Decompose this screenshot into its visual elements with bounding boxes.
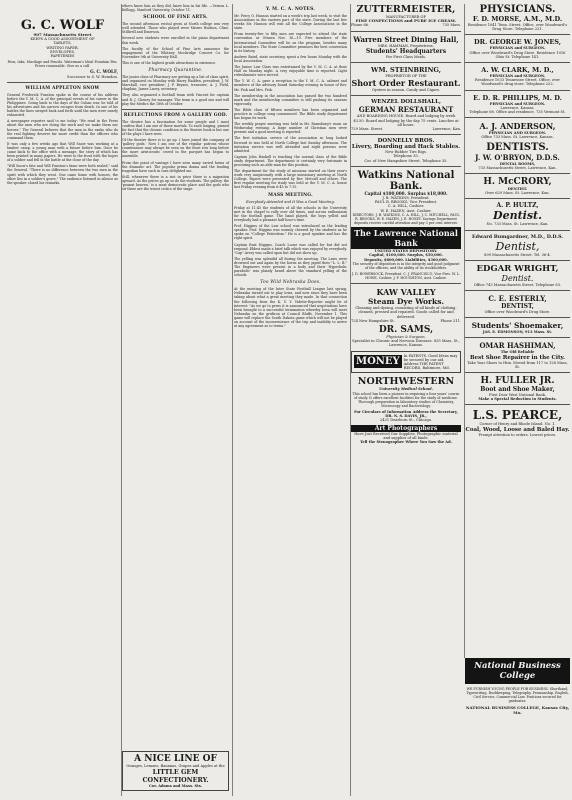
- kaw-valley-body: Cleaning and dyeing, consisting of all kinds of clothing, cleaned, pressed and repaired. Goods called for and delivered.: [355, 306, 457, 319]
- ymca-paragraph: The department for the study of missions started on their year's work very auspiciously with a large missionary meeting at North College. Papers were presented by Rev. Metcalf and others. The first regular meeting for study was held at the Y. M. C. A. house last Friday evening from 6:45 to 7:15.: [234, 169, 347, 190]
- bumgardner-subtitle: Dentist,: [495, 239, 540, 253]
- mccrory-body: Over 629 Mass. St. Lawrence, Kan.: [485, 191, 550, 196]
- column-3: [231, 4, 351, 796]
- article-title: WILLIAM APPLETON SNOW: [25, 85, 100, 91]
- article-paragraph: "Will Snow's fate and Will Funston's fame were both sealed," said the General. "There is no difference between the two men in the spirit with which they went. One came home with honors, the other lies in a soldier's grave." The audience listened in silence as the speaker closed his remarks.: [7, 164, 118, 185]
- divider: [465, 290, 570, 291]
- steinbring-title: Short Order Restaurant.: [351, 78, 461, 89]
- ymca-paragraph: Andrew Baird, state secretary, spent a few hours Monday with the local Association.: [234, 54, 347, 63]
- divider: [465, 404, 570, 405]
- wenzel-title: GERMAN RESTAURANT: [358, 105, 454, 115]
- northwestern-body: This school has been a pioneer in requiring a four years' course of study. It offers excellent facilities for the study of medicine. Thorough preparation in laboratory studies of Chemistry, Microscopy and Bacteriology.: [352, 391, 460, 408]
- northwestern-note: For Circulars of Information Address the Secretary,: [354, 409, 458, 414]
- divider: [465, 34, 570, 35]
- wright-subtitle: Dentist.: [501, 273, 534, 283]
- divider: [465, 317, 570, 318]
- steinbring-note: Oysters in season. Candy and Cigars.: [371, 88, 441, 93]
- reflections-heading: REFLECTIONS FROM A GALLERY GOD.: [123, 112, 228, 118]
- ymca-paragraph: From twenty-five to fifty men are expected to attend the state convention at Ottawa Nov. 16—19. Five members of the International Committee will be on the program, besides many local members. The State Committee promises the best convention in its history.: [234, 32, 347, 53]
- nebraska-heading: Too Wild Nebraska Does.: [260, 280, 321, 286]
- wolf-signature-2: Successor to S. W. Hemdon.: [67, 74, 118, 79]
- watkins-capital: Capital $100,000. Surplus $18,000.: [364, 190, 448, 196]
- morse-name: F. D. MORSE, A.M., M.D.: [472, 15, 563, 23]
- sams-name: DR. SAMS,: [378, 324, 434, 335]
- nbc-footer: NATIONAL BUSINESS COLLEGE, Kansas City, Mo.: [465, 705, 570, 715]
- school-paragraph: The faculty of the School of Fine Arts announce the engagement of the Whitney Mockridge Concert Co. for November 9th at University Hall.: [122, 46, 229, 59]
- column-1: [4, 4, 122, 796]
- nice-line-body: Oranges, Lemons, Bananas, Grapes and Apples at the: [126, 763, 225, 768]
- zutter-address: 735 Mass.: [442, 23, 461, 28]
- northwestern-subtitle: University Medical School.: [379, 387, 433, 392]
- column-4: [348, 4, 465, 796]
- mass-meeting-paragraph: Prof. Higgins of the Law school was introduced as the leading speaker. Prof. Higgins was warmly cheered by the students as he spoke on "College Patriotism." He is a good speaker and has the right spirit.: [234, 224, 347, 241]
- sams-subtitle: Physician & Surgeon,: [386, 334, 426, 339]
- wolf-line-4: ENVELOPES,: [50, 49, 75, 54]
- mass-meeting-subhead: Everybody Attended and It Was a Good Meeting.: [246, 199, 335, 204]
- reflections-paragraph: Of the theatre there is to go up. I have joined the company of 'gallery gods.' Now I am one of the regular patrons whose countenance may always be seen on the front row long before the more aristocratic crowd in the parquet has begun to assemble.: [122, 138, 229, 159]
- divider: [465, 198, 570, 199]
- donnelly-phone: Telephone 35.: [393, 154, 419, 159]
- ymca-paragraph: The first initiation service of the association so long looked forward to was held at North College last Sunday afternoon. The initiation service was well attended and eight persons were admitted.: [234, 136, 347, 153]
- divider: [465, 230, 570, 231]
- money-body: In PATENTS. Good Ideas may be secured by our aid. Address THE PATENT RECORD, Baltimore, Md.: [403, 353, 458, 371]
- zutter-products: FINE CONFECTIONS and PURE ICE CREAM.: [355, 18, 457, 24]
- phillips-address: Lawrence, Kansas.: [500, 105, 535, 110]
- donnelly-title: Livery, Boarding and Hack Stables.: [351, 144, 461, 151]
- shoemaker-title: Students' Shoemaker,: [471, 321, 564, 331]
- zutter-contact: [351, 23, 461, 27]
- omar-body: Take Your Shoes to Him. Moved from 117 to 128 Mass. St.: [467, 360, 568, 369]
- clark-subtitle: PHYSICIAN and SURGEON.: [489, 74, 546, 79]
- football-paragraph: They also organized a football team with Vincent for captain and R. J. Cheney for manager. The team is a good one and will play the Medics the 18th of October.: [122, 93, 229, 106]
- obryon-body: 735 Massachusetts Street, Lawrence, Kan.: [478, 165, 557, 170]
- ymca-paragraph: Captain John Haskell is teaching the normal class of the Bible study department. The department is certainly very fortunate in procuring such an able man for this position.: [234, 154, 347, 167]
- zutter-phone: Phone 66.: [351, 23, 370, 28]
- anderson-name: A. J. ANDERSON,: [479, 121, 556, 132]
- school-heading: SCHOOL OF FINE ARTS.: [143, 15, 208, 21]
- watkins-officer: W. E. HAZEN, Asst. Cashier.: [380, 208, 432, 213]
- esterly-name: C. E. ESTERLY,: [488, 294, 547, 304]
- northwestern-title: NORTHWESTERN: [357, 376, 455, 388]
- donnelly-note: New Rubber Tire Rigs.: [385, 150, 427, 155]
- donnelly-name: DONNELLY BROS.: [377, 138, 435, 145]
- school-paragraph: The second afternoon recital given at North college was very well attended. Those who played were Misses Hudson, Cline, Stillwell and Emerson.: [122, 22, 229, 35]
- kaw-valley-address: 724 New Hampshire St.: [351, 318, 395, 323]
- wright-name: EDGAR WRIGHT,: [476, 263, 559, 274]
- zutter-name: ZUTTERMEISTER,: [356, 4, 456, 15]
- article-paragraph: A newspaper reporter said to me today: "We read in the Press about the men who are doing the work and we make them our heroes." The General believes that the men in the ranks who do the real fighting deserve far more credit than the officers who command them.: [7, 119, 118, 140]
- watkins-officer: J. B. WATKINS, President.: [382, 196, 430, 201]
- divider: [351, 62, 461, 63]
- northwestern-address: 2431 Dearborn St., Chicago.: [379, 418, 433, 423]
- morse-body: Residence 1041 Tenn. Street. Office, over Woodward's Drug Store. Telephone 221.: [467, 23, 568, 32]
- fuller-note: Make a Special Reduction to Students.: [478, 397, 557, 402]
- divider: [351, 283, 461, 284]
- wolf-name: G. C. WOLF: [20, 18, 105, 33]
- lawrence-bank-subtitle: UNITED STATES DEPOSITORY.: [374, 249, 438, 254]
- mccrory-subtitle: DENTIST.: [507, 187, 528, 192]
- jones-subtitle: PHYSICIAN and SURGEON.: [489, 46, 546, 51]
- wenzel-address: 729 Mass. Street,: [351, 127, 384, 132]
- wenzel-body: AND BOARDING HOUSE. Board and lodging by week $3.50. Board and lodging by the day 75 cents. Lunches at all hours.: [353, 114, 459, 127]
- divider: [465, 337, 570, 338]
- wenzel-city: Lawrence, Kan.: [432, 127, 461, 132]
- lead-text: others know him as they did, knew him in his life. —Vernon L. Kellogg, Stanford University, October 11.: [122, 4, 229, 13]
- hultz-body: No. 733 Mass. St. Lawrence, Kan.: [486, 222, 549, 227]
- article-paragraph: It was only a few weeks ago that Will Snow was working at a lumber camp, a young man with a future before him. Once he came back to the office with a message, the story of which has been printed in many papers. He went to the front with the hopes of a soldier and fell in the battle at the close of the day.: [7, 141, 118, 163]
- divider: [351, 166, 461, 167]
- esterly-body: Office over Woodward's Drug Store.: [484, 310, 551, 315]
- phillips-subtitle: PHYSICIAN and SURGEON.: [489, 101, 546, 106]
- physicians-title: PHYSICIANS.: [479, 4, 556, 15]
- nice-line-store: LITTLE GEM CONFECTIONERY.: [142, 767, 209, 784]
- fuller-body: First Door West National Bank.: [488, 393, 547, 398]
- lawrence-bank-officers: J. D. BOWERSOCK, President. C. J. FRANCISCO, Vice Pres. W. L. HOWE, Cashier. J. F. HOUGHTON, Asst. Cashier.: [351, 271, 461, 281]
- reflections-paragraph: Still, whenever there is a riot in price there is a migration upward. As the prices go up so do the students. The gallery, the 'peanut heaven,' is a most democratic place and the gods who sit there are the truest critics of the stage.: [122, 174, 229, 192]
- column-2: [119, 4, 233, 796]
- divider: [465, 260, 570, 261]
- pearce-name: L.S. PEARCE,: [472, 408, 563, 423]
- divider: [7, 82, 118, 83]
- warren-note: For First Class Meals.: [385, 54, 427, 59]
- warren-name: Warren Street Dining Hall,: [353, 34, 459, 44]
- ymca-paragraph: The Y. W. C. A. gave a reception to the Y. M. C. A. cabinet and members of the advisory board Saturday evening in honor of Rev. Mr. Fisk and Mrs. Fisk.: [234, 79, 347, 92]
- bumgardner-body: 809 Massachusetts Street. Tel. 36-4.: [484, 252, 551, 257]
- money-title: MONEY: [356, 356, 400, 368]
- lawrence-bank-deposits: Deposits, $800,000. Liabilities, $300,000.: [364, 257, 448, 262]
- zutter-subtitle: MANUFACTURER OF: [385, 15, 427, 19]
- dentists-title: DENTISTS.: [486, 141, 549, 153]
- mass-meeting-paragraph: Friday at 11:45 the students of all the schools in the University met in the chapel to rally over old times, and across enthusiasm for the football game. The band played, the boys yelled and everybody had a pleasant half hour's time.: [234, 205, 347, 223]
- divider: [351, 95, 461, 96]
- pearce-title: Coal, Wood, Loose and Baled Hay.: [465, 426, 570, 433]
- stenographer-note: Tell the Stenographer Where You Saw the Ad.: [360, 439, 452, 444]
- fuller-name: H. FULLER JR.: [480, 376, 555, 387]
- wolf-line-5: PAPETERIES: [50, 54, 75, 59]
- northwestern-doctor: DR. N. S. DAVIS, JR.,: [385, 414, 427, 419]
- obryon-name: J. W. O'BRYON, D.D.S.: [475, 152, 560, 162]
- mass-meeting-paragraph: Captain Rust Higgins, Coach Loose was called for but did not respond. Eldest made a brief talk which was enjoyed by everybody. "Cap" Avery was called upon but did not show up.: [234, 242, 347, 255]
- watkins-officer: PAUL R. BROOKS, Vice President.: [374, 200, 438, 205]
- jones-body: Office over Woodward's Drug Store. Residence 1016 Ohio St. Telephone 141.: [469, 50, 566, 59]
- school-paragraph: Several new students were enrolled in the piano department this week.: [122, 36, 229, 45]
- lawrence-bank-title: The Lawrence National Bank: [351, 227, 461, 249]
- ymca-heading: Y. M. C. A. NOTES.: [265, 7, 316, 12]
- jones-name: DR. GEORGE W. JONES,: [473, 38, 562, 47]
- wolf-signature: G. C. WOLF,: [90, 69, 118, 75]
- ymca-paragraph: The Junior Law Class was entertained by the Y. M. C. A. at their Hall on Monday night. A very enjoyable time is reported. Light refreshments were served.: [234, 65, 347, 78]
- divider: [465, 117, 570, 118]
- pearce-note: Prompt attention to orders. Lowest prices.: [478, 432, 557, 437]
- mass-meeting-paragraph: The yelling was splendid all during the meeting. The Laws were drowned out and again by the horns as they piped their "L. L. B." The Engineers were present in a body and their 'Hyperbolic parabolic' was plainly heard above the standard yelling of the schools.: [234, 256, 347, 278]
- shoemaker-address: JAS. E. EDMONSON, 913 Mass. St.: [482, 330, 553, 335]
- divider: [351, 134, 461, 135]
- reflections-paragraph: From this point of vantage I have seen many varied forms of the dramatic art. The popular prima donna and the leading tragedian have each in turn delighted me.: [122, 160, 229, 173]
- nice-line-address: Cor. Adams and Mass. Sts.: [148, 783, 203, 788]
- divider: [465, 62, 570, 63]
- wolf-address: 907 Massachusetts Street: [33, 32, 92, 37]
- kaw-valley-title: KAW VALLEY: [376, 287, 436, 298]
- hultz-name: A. P. HULTZ,: [496, 202, 539, 210]
- lawrence-bank-capital: Capital, $100,000. Surplus, $50,000.: [369, 253, 443, 258]
- divider: [351, 31, 461, 32]
- anderson-subtitle: PHYSICIAN AND SURGEON.: [488, 131, 547, 136]
- kaw-valley-subtitle: Steam Dye Works.: [367, 297, 445, 307]
- sams-body: Specialist in Chronic and Nervous Diseases. 835 Mass. St., Lawrence, Kansas.: [352, 339, 460, 348]
- mass-meeting-heading: MASS MEETING.: [268, 192, 313, 198]
- wright-body: Office 743 Massachusetts Street. Telephone 83.: [473, 282, 562, 287]
- wolf-line-3: WRITING PAPER,: [46, 45, 79, 50]
- phillips-body: Telephone 68. Office and residence, 735 Vermont St.: [469, 110, 566, 115]
- divider: [465, 372, 570, 373]
- warren-headquarters: Students' Headquarters: [365, 47, 447, 55]
- money-ad: [351, 351, 461, 374]
- wenzel-name: WENZEL DOLLSHALL,: [371, 99, 441, 106]
- divider: [465, 90, 570, 91]
- esterly-subtitle: DENTIST,: [501, 303, 534, 311]
- anderson-body: Office 733 Mass. St. Lawrence, Kansas.: [481, 135, 554, 140]
- article-paragraph: General Frederick Funston spoke in the course of his address before the Y. M. C. A. of the principal events of his career in the Philippines. Going back to the days of the Cuban war, he told of his adventures and his narrow escapes from death. In one of his battles the lines swayed back and forth until the men were nearly exhausted.: [7, 92, 118, 118]
- kaw-valley-phone: Phone 211.: [440, 318, 461, 323]
- wolf-line-2: TABLETS,: [53, 41, 72, 46]
- fuller-subtitle: Boot and Shoe Maker,: [480, 386, 555, 394]
- obryon-subtitle: DENTAL ROOMS,: [499, 161, 536, 166]
- kaw-valley-contact: [351, 319, 461, 323]
- nice-line-heading: A NICE LINE OF: [134, 753, 217, 764]
- ymca-paragraph: Mr. Percy O. Hanson started on a week's trip last week, to visit the Associations in the eastern part of the state. During the last few weeks Mr. Hanson will visit all the College Associations in the state.: [234, 14, 347, 31]
- hultz-subtitle: Dentist.: [493, 209, 542, 223]
- nbc-title: National Business College: [465, 658, 570, 684]
- omar-title: Best Shoe Repairer in the City.: [470, 354, 565, 361]
- steinbring-name: WM. STEINBRING,: [371, 66, 441, 75]
- clark-name: A. W. CLARK, M. D.,: [481, 66, 554, 75]
- watkins-title: Watkins National Bank.: [357, 169, 455, 192]
- ymca-paragraph: The Bible class of fifteen members has been organized and practice in college song commenced. The Bible study department has begun its work.: [234, 107, 347, 121]
- nbc-body: WE FURNISH YOUNG PEOPLE FOR BUSINESS. Shorthand, Typewriting, Bookkeeping, Telegraphy, Penmanship, English, Civil Service, Commercial Law. Positions secured for graduates.: [466, 687, 569, 704]
- watkins-directors: DIRECTORS: J. B. WATKINS, C. A. HILL, J. C. MITCHELL, PAUL R. BROOKS, W. E. HAZEN, J. E. HOSEY. Savings Department deposits receive careful attention and pay 3 per cent interest.: [352, 212, 460, 226]
- steinbring-subtitle: PROPRIETOR OF THE: [385, 74, 427, 79]
- reflections-paragraph: The theatre has a fascination for some people and I must confess that I am one of those mortals. To each longing, pinned for fact that the chronic condition is the theatre book is but one of the plays I have seen.: [122, 119, 229, 136]
- clark-body: Residence 1033 Tennessee Street. Office, over Woodward's drug store. Telephone 222.: [475, 78, 560, 87]
- lawrence-bank-body: The security of depositors is in the integrity and good judgment of the officers, and the ability of its stockholders.: [352, 261, 460, 270]
- school-paragraph: This is one of the highest grade attractions in existence.: [122, 60, 217, 65]
- ymca-paragraph: The membership in the association has passed the two hundred mark and the membership committee is still pushing its canvass vigorously.: [234, 93, 347, 106]
- pharmacy-heading: Pharmacy Quarantine.: [148, 68, 203, 74]
- mccrory-name: H. McCRORY,: [483, 177, 552, 188]
- confectionery-ad: [122, 751, 229, 791]
- pearce-subtitle: Corner of Henry and Rhode Island. No. 1.: [479, 422, 556, 427]
- warren-owner: MRS. HAMMAN, Proprietress.: [378, 43, 434, 48]
- bumgardner-name: Edward Bumgardner, M.D., D.D.S.: [471, 233, 564, 240]
- film-ad-body: Have Just Received Our Supplies. Photographic material and supplies of all kinds.: [354, 431, 458, 440]
- wenzel-contact: [351, 127, 461, 131]
- wolf-body: Pens, Inks, Mucilage and Pencils. Waterman's Ideal Fountain Pen. Prices reasonable. Give us a call.: [7, 60, 118, 69]
- pharmacy-paragraph: The junior class of Pharmacy are getting up a list of class spirit, and organized on Monday with Harry Hadden, president; J. W. Marshall, vice president; J. P. Bryant, treasurer; A. J. Field, chaplain; James Lacey, secretary.: [122, 75, 230, 92]
- film-ad-title: Art Photographers: [351, 425, 461, 432]
- nebraska-paragraph: At the meeting of the Inter State Football League last spring, Nebraska turned out to play Iowa, and now since they have been taking about what a great meeting they made. In that connection the following from the K. U. Y. Vidette-Reporter might be of interest: "As we go to press it is announced that negotiations have been brought to a successful termination whereby Iowa will meet Nebraska on the gridiron at Council Bluffs, November 1. This game will replace the South Dakota game which will not be played on account of the inconvenience of the trip and inability to arrive at any agreement as to terms.": [234, 287, 347, 329]
- wolf-line-1: KEEPS A GOOD ASSORTMENT OF: [30, 37, 95, 42]
- phillips-name: E. D. R. PHILLIPS, M. D.: [473, 93, 562, 102]
- divider: [122, 109, 229, 110]
- watkins-officer: C. A. HILL, Cashier.: [387, 204, 425, 209]
- omar-name: OMAR HASHIMAN,: [479, 341, 556, 351]
- nbc-ad: [462, 658, 572, 796]
- omar-subtitle: The Old Reliable: [500, 350, 535, 355]
- divider: [465, 173, 570, 174]
- ymca-paragraph: The weekly prayer meeting was held in Mr. Ramsburg's room on Wednesday evening. A large number of Christian men were present and a good meeting is reported.: [234, 122, 347, 135]
- donnelly-address: Cor. of New Hampshire Street, Telephone 35.: [364, 158, 448, 163]
